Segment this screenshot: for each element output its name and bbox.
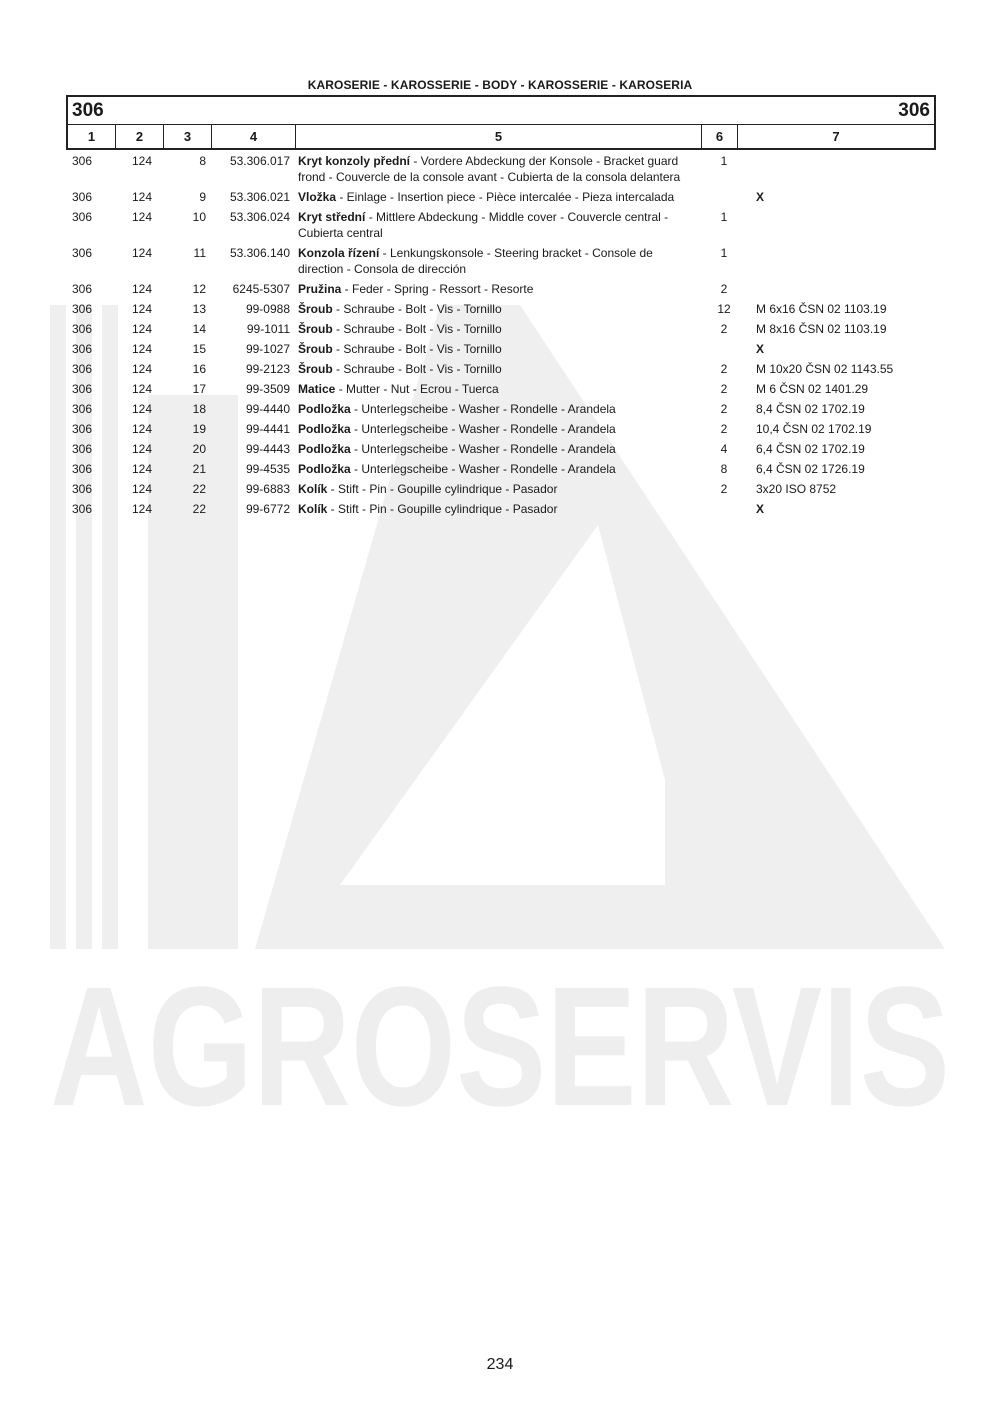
subgroup-value: 124: [131, 210, 152, 224]
cell-subgroup: [114, 381, 162, 397]
cell-position: 21: [192, 462, 206, 476]
subgroup-value: 124: [131, 482, 152, 496]
table-header: [66, 95, 936, 150]
cell-quantity: [700, 501, 736, 517]
cell-part-number: 53.306.024: [229, 210, 290, 224]
subgroup-value: 124: [131, 442, 152, 456]
part-translations: - Schraube - Bolt - Vis - Tornillo: [332, 342, 502, 356]
table-row: [66, 381, 934, 397]
cell-part-number: 99-2123: [245, 362, 290, 376]
subgroup-value: 124: [131, 462, 152, 476]
cell-group: 306: [72, 502, 93, 516]
cell-part-number: 99-0988: [245, 302, 290, 316]
part-name: Podložka: [298, 422, 351, 436]
table-row: [66, 461, 934, 477]
cell-position: 10: [192, 210, 206, 224]
part-name: Šroub: [298, 362, 333, 376]
part-translations: - Einlage - Insertion piece - Pièce intercalée - Pieza intercalada: [336, 190, 675, 204]
cell-subgroup: [114, 209, 162, 241]
subgroup-value: 124: [131, 282, 152, 296]
cell-note: 8,4 ČSN 02 1702.19: [756, 402, 865, 416]
part-name: Matice: [298, 382, 336, 396]
part-name: Kolík: [298, 482, 328, 496]
cell-part-number: 99-1027: [245, 342, 290, 356]
cell-part-number: 99-4443: [245, 442, 290, 456]
cell-part-number: 99-1011: [246, 322, 290, 336]
cell-note: M 6x16 ČSN 02 1103.19: [756, 302, 887, 316]
table-row: [66, 301, 934, 317]
part-translations: - Lenkungskonsole - Steering bracket - Console de direction - Consola de dirección: [298, 246, 653, 276]
cell-position: 17: [192, 382, 206, 396]
subgroup-value: 124: [131, 302, 152, 316]
part-name: Kryt střední: [298, 210, 366, 224]
cell-note: X: [756, 342, 765, 356]
group-row: [68, 97, 934, 125]
table-row: [66, 501, 934, 517]
group-number-right: 306: [898, 100, 930, 121]
subgroup-value: 124: [131, 422, 152, 436]
cell-subgroup: [114, 153, 162, 185]
page-number: 234: [486, 1356, 514, 1373]
part-name: Pružina: [298, 282, 342, 296]
table-row: [66, 361, 934, 377]
column-header-1: 1: [68, 125, 116, 148]
cell-description: [294, 421, 700, 437]
cell-note: [736, 153, 932, 185]
cell-description: [294, 281, 700, 297]
part-translations: - Schraube - Bolt - Vis - Tornillo: [332, 322, 502, 336]
cell-quantity: 2: [720, 382, 728, 396]
cell-description: [294, 209, 700, 241]
cell-part-number: 99-4440: [245, 402, 290, 416]
cell-group: 306: [72, 246, 93, 260]
part-translations: - Unterlegscheibe - Washer - Rondelle - Arandela: [350, 402, 616, 416]
cell-group: 306: [72, 210, 93, 224]
subgroup-value: 124: [131, 246, 152, 260]
part-translations: - Unterlegscheibe - Washer - Rondelle - Arandela: [350, 422, 616, 436]
cell-quantity: 12: [717, 302, 731, 316]
cell-subgroup: [114, 441, 162, 457]
cell-description: [294, 461, 700, 477]
cell-group: 306: [72, 190, 93, 204]
cell-quantity: 4: [720, 442, 728, 456]
cell-subgroup: [114, 421, 162, 437]
cell-position: 9: [199, 190, 206, 204]
cell-subgroup: [114, 341, 162, 357]
cell-note: [736, 245, 932, 277]
cell-subgroup: [114, 301, 162, 317]
column-header-6: 6: [702, 125, 738, 148]
cell-part-number: 6245-5307: [232, 282, 290, 296]
subgroup-value: 124: [131, 402, 152, 416]
column-header-7: 7: [832, 129, 840, 144]
cell-note: 3x20 ISO 8752: [756, 482, 837, 496]
cell-quantity: 2: [720, 282, 728, 296]
cell-quantity: 2: [720, 322, 728, 336]
cell-description: [294, 321, 700, 337]
part-name: Kolík: [298, 502, 328, 516]
table-row: [66, 189, 934, 205]
cell-group: 306: [72, 402, 93, 416]
cell-note: [736, 281, 932, 297]
cell-position: 22: [192, 502, 206, 516]
cell-group: 306: [72, 382, 93, 396]
cell-description: [294, 189, 700, 205]
cell-part-number: 99-6772: [245, 502, 290, 516]
cell-position: 18: [192, 402, 206, 416]
cell-part-number: 99-3509: [245, 382, 290, 396]
subgroup-value: 124: [131, 154, 152, 168]
column-header-4: 4: [212, 125, 296, 148]
section-title: KAROSERIE - KAROSSERIE - BODY - KAROSSERIE - KAROSERIA: [307, 78, 693, 92]
cell-part-number: 99-4535: [245, 462, 290, 476]
cell-description: [294, 301, 700, 317]
table-row: [66, 421, 934, 437]
column-headers: [68, 125, 934, 148]
cell-description: [294, 441, 700, 457]
cell-description: [294, 153, 700, 185]
cell-note: X: [756, 190, 765, 204]
part-name: Šroub: [298, 322, 333, 336]
cell-group: 306: [72, 462, 93, 476]
table-row: [66, 245, 934, 277]
cell-quantity: 2: [720, 422, 728, 436]
cell-group: 306: [72, 282, 93, 296]
cell-position: 11: [193, 246, 206, 260]
cell-group: 306: [72, 482, 93, 496]
cell-position: 15: [192, 342, 206, 356]
cell-position: 8: [199, 154, 206, 168]
cell-part-number: 99-4441: [245, 422, 290, 436]
cell-position: 14: [192, 322, 206, 336]
subgroup-value: 124: [131, 190, 152, 204]
table-row: [66, 153, 934, 185]
cell-description: [294, 361, 700, 377]
cell-subgroup: [114, 245, 162, 277]
subgroup-value: 124: [131, 322, 152, 336]
subgroup-value: 124: [131, 342, 152, 356]
cell-subgroup: [114, 189, 162, 205]
cell-subgroup: [114, 281, 162, 297]
cell-part-number: 53.306.140: [229, 246, 290, 260]
table-row: [66, 209, 934, 241]
cell-quantity: 2: [720, 402, 728, 416]
cell-position: 22: [192, 482, 206, 496]
part-translations: - Schraube - Bolt - Vis - Tornillo: [332, 362, 502, 376]
cell-part-number: 53.306.017: [229, 154, 290, 168]
cell-quantity: 1: [720, 246, 728, 260]
subgroup-value: 124: [131, 362, 152, 376]
cell-subgroup: [114, 461, 162, 477]
cell-position: 12: [192, 282, 206, 296]
cell-part-number: 53.306.021: [229, 190, 290, 204]
part-translations: - Unterlegscheibe - Washer - Rondelle - Arandela: [350, 462, 616, 476]
table-row: [66, 321, 934, 337]
cell-quantity: [700, 189, 736, 205]
part-name: Šroub: [298, 342, 333, 356]
cell-subgroup: [114, 321, 162, 337]
cell-group: 306: [72, 442, 93, 456]
cell-note: X: [756, 502, 765, 516]
cell-group: 306: [72, 302, 93, 316]
cell-description: [294, 245, 700, 277]
part-translations: - Mittlere Abdeckung - Middle cover - Couvercle central - Cubierta central: [298, 210, 669, 240]
cell-note: M 10x20 ČSN 02 1143.55: [756, 362, 894, 376]
part-name: Kryt konzoly přední: [298, 154, 411, 168]
cell-note: 10,4 ČSN 02 1702.19: [756, 422, 872, 436]
cell-description: [294, 481, 700, 497]
part-translations: - Stift - Pin - Goupille cylindrique - Pasador: [327, 482, 558, 496]
subgroup-value: 124: [131, 502, 152, 516]
cell-group: 306: [72, 154, 93, 168]
cell-position: 13: [192, 302, 206, 316]
part-name: Vložka: [298, 190, 337, 204]
cell-position: 16: [192, 362, 206, 376]
part-translations: - Unterlegscheibe - Washer - Rondelle - Arandela: [350, 442, 616, 456]
cell-group: 306: [72, 362, 93, 376]
cell-description: [294, 401, 700, 417]
part-name: Podložka: [298, 442, 351, 456]
cell-note: M 6 ČSN 02 1401.29: [756, 382, 869, 396]
cell-description: [294, 501, 700, 517]
cell-subgroup: [114, 481, 162, 497]
cell-subgroup: [114, 361, 162, 377]
column-header-2: 2: [116, 125, 164, 148]
cell-group: 306: [72, 342, 93, 356]
column-header-3: 3: [164, 125, 212, 148]
cell-quantity: 1: [720, 210, 728, 224]
watermark-text: AGROSERVIS: [50, 952, 950, 1142]
cell-note: M 8x16 ČSN 02 1103.19: [756, 322, 887, 336]
part-translations: - Vordere Abdeckung der Konsole - Bracket guard frond - Couvercle de la console avant - Cubierta de la consola delantera: [298, 154, 681, 184]
part-translations: - Mutter - Nut - Ecrou - Tuerca: [335, 382, 499, 396]
table-row: [66, 281, 934, 297]
cell-group: 306: [72, 322, 93, 336]
column-header-5: 5: [296, 125, 702, 148]
cell-note: 6,4 ČSN 02 1702.19: [756, 442, 865, 456]
part-name: Šroub: [298, 302, 333, 316]
part-translations: - Feder - Spring - Ressort - Resorte: [341, 282, 534, 296]
table-row: [66, 401, 934, 417]
cell-subgroup: [114, 501, 162, 517]
group-number-left: 306: [72, 100, 104, 121]
cell-quantity: 8: [720, 462, 728, 476]
cell-note: 6,4 ČSN 02 1726.19: [756, 462, 865, 476]
subgroup-value: 124: [131, 382, 152, 396]
cell-quantity: 2: [720, 482, 728, 496]
table-row: [66, 341, 934, 357]
cell-position: 19: [192, 422, 206, 436]
cell-position: 20: [192, 442, 206, 456]
cell-group: 306: [72, 422, 93, 436]
part-translations: - Schraube - Bolt - Vis - Tornillo: [332, 302, 502, 316]
cell-part-number: 99-6883: [245, 482, 290, 496]
part-name: Podložka: [298, 402, 351, 416]
cell-quantity: [700, 341, 736, 357]
table-row: [66, 481, 934, 497]
part-translations: - Stift - Pin - Goupille cylindrique - Pasador: [327, 502, 558, 516]
cell-description: [294, 381, 700, 397]
cell-note: [736, 209, 932, 241]
cell-subgroup: [114, 401, 162, 417]
part-name: Konzola řízení: [298, 246, 380, 260]
table-row: [66, 441, 934, 457]
cell-description: [294, 341, 700, 357]
parts-list: [66, 153, 934, 521]
cell-quantity: 2: [720, 362, 728, 376]
cell-quantity: 1: [720, 154, 728, 168]
part-name: Podložka: [298, 462, 351, 476]
